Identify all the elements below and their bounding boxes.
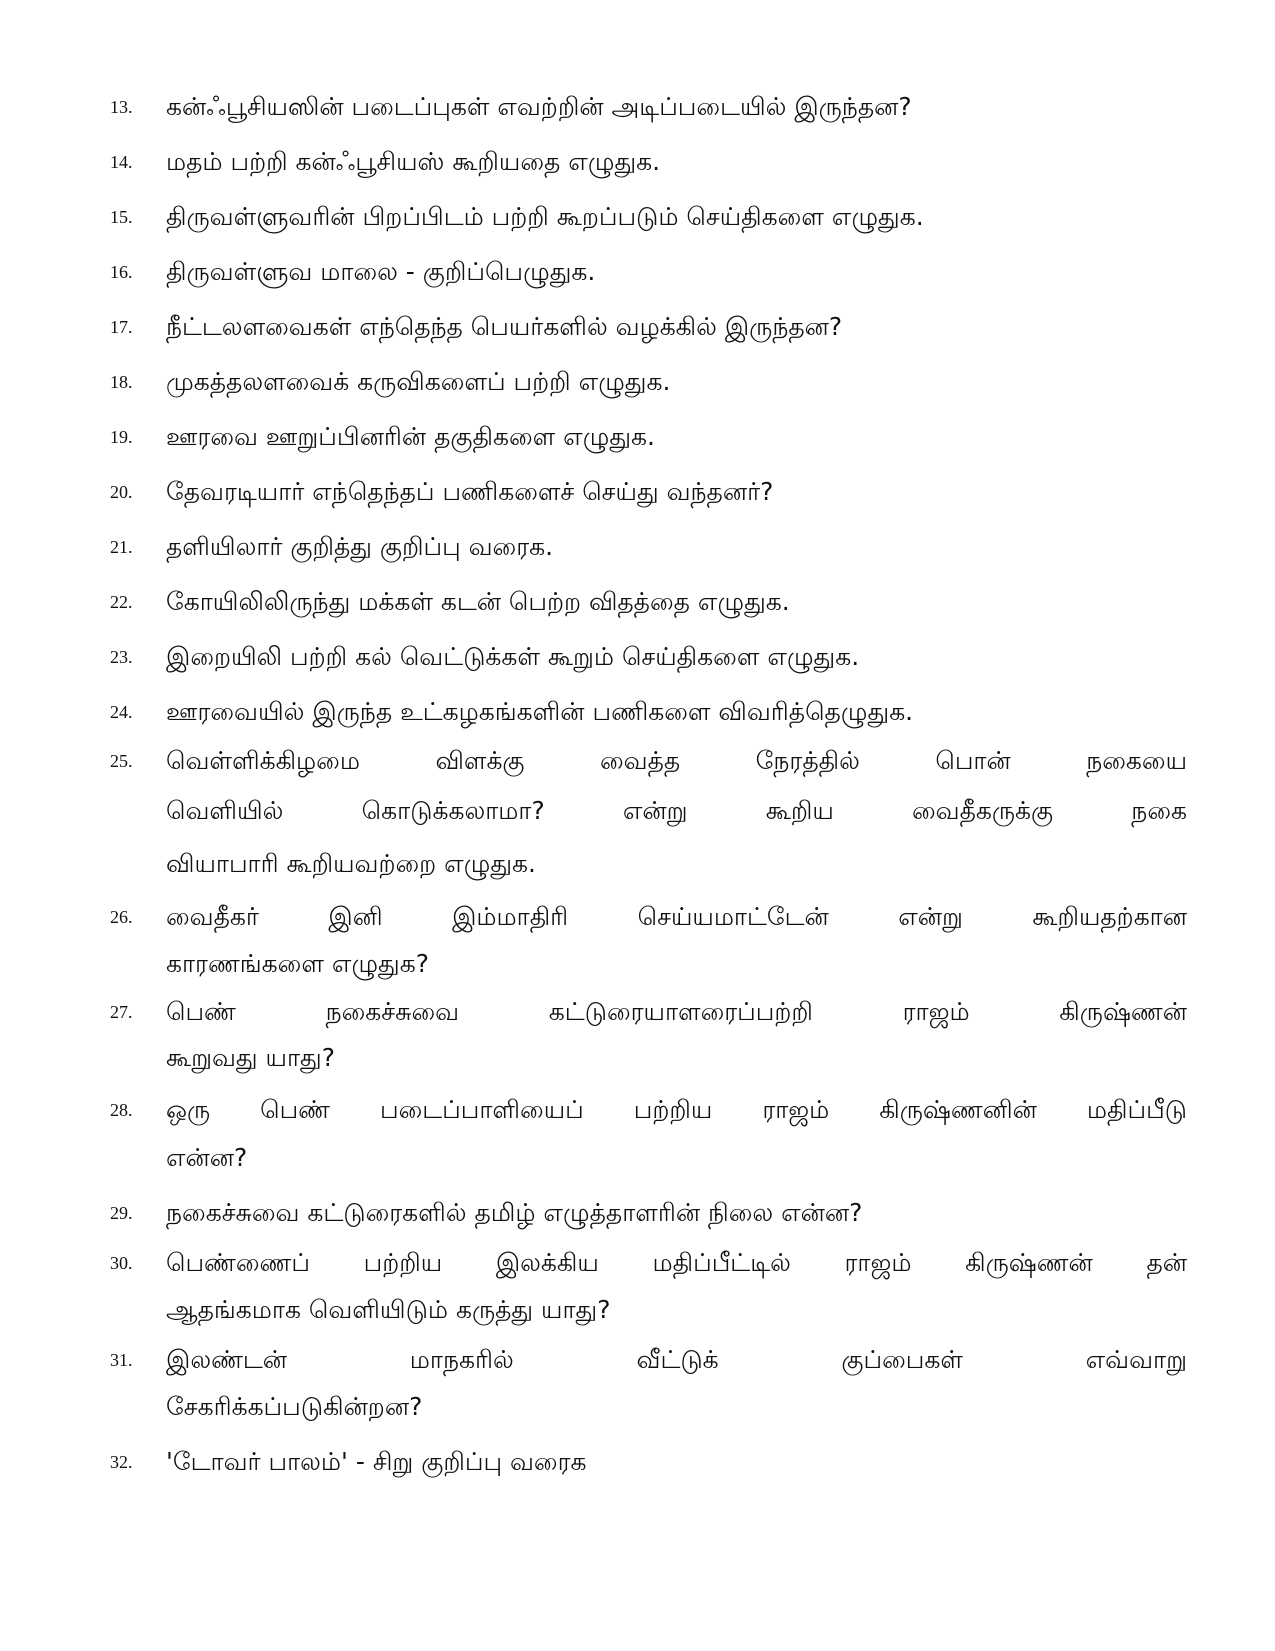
question-text-line-1: ஒரு பெண் படைப்பாளியைப் பற்றிய ராஜம் கிருஷ்ணனின் மதிப்பீடு (166, 1095, 1187, 1124)
question-number: 21. (110, 537, 133, 557)
question-text: ஊரவை ஊறுப்பினரின் தகுதிகளை எழுதுக. (166, 422, 655, 451)
question-text-line-2: கூறுவது யாது? (166, 1043, 335, 1072)
question-text: முகத்தலளவைக் கருவிகளைப் பற்றி எழுதுக. (166, 367, 671, 396)
question-text-line-1: வெள்ளிக்கிழமை விளக்கு வைத்த நேரத்தில் பொன் நகையை (166, 746, 1187, 775)
question-text: கோயிலிலிருந்து மக்கள் கடன் பெற்ற விதத்தை எழுதுக. (166, 587, 790, 616)
question-number: 31. (110, 1350, 133, 1370)
question-text-line-3: வியாபாரி கூறியவற்றை எழுதுக. (166, 849, 536, 878)
question-number: 22. (110, 592, 133, 612)
question-text-line-1: பெண் நகைச்சுவை கட்டுரையாளரைப்பற்றி ராஜம் கிருஷ்ணன் (166, 997, 1187, 1026)
question-number: 24. (110, 702, 133, 722)
question-text: கன்ஃபூசியஸின் படைப்புகள் எவற்றின் அடிப்படையில் இருந்தன? (166, 92, 912, 121)
question-text-line-2: சேகரிக்கப்படுகின்றன? (166, 1392, 423, 1421)
question-number: 13. (110, 97, 133, 117)
question-text-line-1: பெண்ணைப் பற்றிய இலக்கிய மதிப்பீட்டில் ராஜம் கிருஷ்ணன் தன் (166, 1248, 1187, 1277)
question-number: 16. (110, 262, 133, 282)
question-number: 23. (110, 647, 133, 667)
question-text-line-1: வைதீகர் இனி இம்மாதிரி செய்யமாட்டேன் என்று கூறியதற்கான (166, 902, 1187, 931)
question-number: 25. (110, 751, 133, 771)
question-text-line-2: காரணங்களை எழுதுக? (166, 949, 429, 978)
question-text: 'டோவர் பாலம்' - சிறு குறிப்பு வரைக (166, 1447, 587, 1476)
question-number: 27. (110, 1002, 133, 1022)
question-text: தேவரடியார் எந்தெந்தப் பணிகளைச் செய்து வந்தனர்? (166, 477, 774, 506)
question-text-line-2: வெளியில் கொடுக்கலாமா? என்று கூறிய வைதீகருக்கு நகை (166, 796, 1187, 825)
question-number: 14. (110, 152, 133, 172)
question-number: 26. (110, 907, 133, 927)
question-text-line-2: என்ன? (166, 1143, 248, 1172)
question-number: 20. (110, 482, 133, 502)
question-number: 19. (110, 427, 133, 447)
question-text: நகைச்சுவை கட்டுரைகளில் தமிழ் எழுத்தாளரின் நிலை என்ன? (166, 1198, 863, 1227)
question-number: 18. (110, 372, 133, 392)
question-text: நீட்டலளவைகள் எந்தெந்த பெயர்களில் வழக்கில் இருந்தன? (166, 312, 843, 341)
question-number: 29. (110, 1203, 133, 1223)
question-text: திருவள்ளுவரின் பிறப்பிடம் பற்றி கூறப்படும் செய்திகளை எழுதுக. (166, 202, 924, 231)
question-number: 28. (110, 1100, 133, 1120)
question-text-line-1: இலண்டன் மாநகரில் வீட்டுக் குப்பைகள் எவ்வாறு (166, 1345, 1187, 1374)
question-number: 15. (110, 207, 133, 227)
question-number: 30. (110, 1253, 133, 1273)
question-text: திருவள்ளுவ மாலை - குறிப்பெழுதுக. (166, 257, 596, 286)
question-number: 32. (110, 1452, 133, 1472)
question-text-line-2: ஆதங்கமாக வெளியிடும் கருத்து யாது? (166, 1295, 611, 1324)
question-text: இறையிலி பற்றி கல் வெட்டுக்கள் கூறும் செய்திகளை எழுதுக. (166, 642, 860, 671)
question-text: தளியிலார் குறித்து குறிப்பு வரைக. (166, 532, 554, 561)
question-number: 17. (110, 317, 133, 337)
question-text: ஊரவையில் இருந்த உட்கழகங்களின் பணிகளை விவரித்தெழுதுக. (166, 697, 914, 726)
question-text: மதம் பற்றி கன்ஃபூசியஸ் கூறியதை எழுதுக. (166, 147, 661, 176)
